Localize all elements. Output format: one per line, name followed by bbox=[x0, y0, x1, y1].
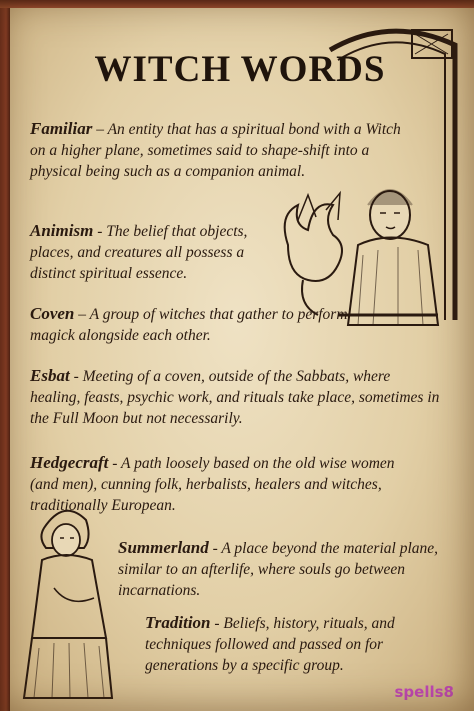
entry-hedgecraft: Hedgecraft - A path loosely based on the old wise women (and men), cunning folk, herbalists, healers and witches, traditionally European. bbox=[30, 453, 395, 514]
entry-esbat: Esbat - Meeting of a coven, outside of the Sabbats, where healing, feasts, psychic work, and rituals take place, sometimes in the Full Moon but not necessarily. bbox=[30, 366, 440, 427]
woodcut-peasant-woman-illustration bbox=[14, 498, 119, 703]
book-binding-left bbox=[0, 0, 10, 711]
definition-familiar: An entity that has a spiritual bond with a Witch on a higher plane, sometimes said to shape-shift into a physical being such as a companion animal. bbox=[30, 121, 401, 180]
spells8-logo: spells8 bbox=[394, 683, 454, 701]
term-coven: Coven bbox=[30, 304, 75, 323]
entry-animism: Animism - The belief that objects, places, and creatures all possess a distinct spiritual essence. bbox=[30, 221, 248, 282]
term-esbat: Esbat bbox=[30, 366, 70, 385]
definition-coven: A group of witches that gather to perform magick alongside each other. bbox=[30, 306, 348, 344]
entry-familiar: Familiar – An entity that has a spiritual bond with a Witch on a higher plane, sometimes said to shape-shift into a physical being such as a companion animal. bbox=[30, 119, 401, 180]
book-binding-top bbox=[0, 0, 474, 8]
term-hedgecraft: Hedgecraft bbox=[30, 453, 109, 472]
term-familiar: Familiar bbox=[30, 119, 93, 138]
definition-hedgecraft: A path loosely based on the old wise women (and men), cunning folk, herbalists, healers and witches, traditionally European. bbox=[30, 455, 395, 514]
definition-summerland: A place beyond the material plane, similar to an afterlife, where souls go between incarnations. bbox=[118, 540, 439, 599]
page-title: WITCH WORDS bbox=[94, 49, 386, 90]
definition-animism: The belief that objects, places, and creatures all possess a distinct spiritual essence. bbox=[30, 223, 248, 282]
term-summerland: Summerland bbox=[118, 538, 209, 557]
term-animism: Animism bbox=[30, 221, 94, 240]
definition-tradition: Beliefs, history, rituals, and techniques followed and passed on for generations by a specific group. bbox=[145, 615, 395, 674]
definition-esbat: Meeting of a coven, outside of the Sabbats, where healing, feasts, psychic work, and rituals take place, sometimes in the Full Moon but not necessarily. bbox=[30, 368, 440, 427]
entry-coven: Coven – A group of witches that gather to perform magick alongside each other. bbox=[30, 304, 348, 344]
entry-summerland: Summerland - A place beyond the material plane, similar to an afterlife, where souls go between incarnations. bbox=[118, 538, 439, 599]
entry-tradition: Tradition - Beliefs, history, rituals, and techniques followed and passed on for generations by a specific group. bbox=[145, 613, 395, 674]
term-tradition: Tradition bbox=[145, 613, 211, 632]
